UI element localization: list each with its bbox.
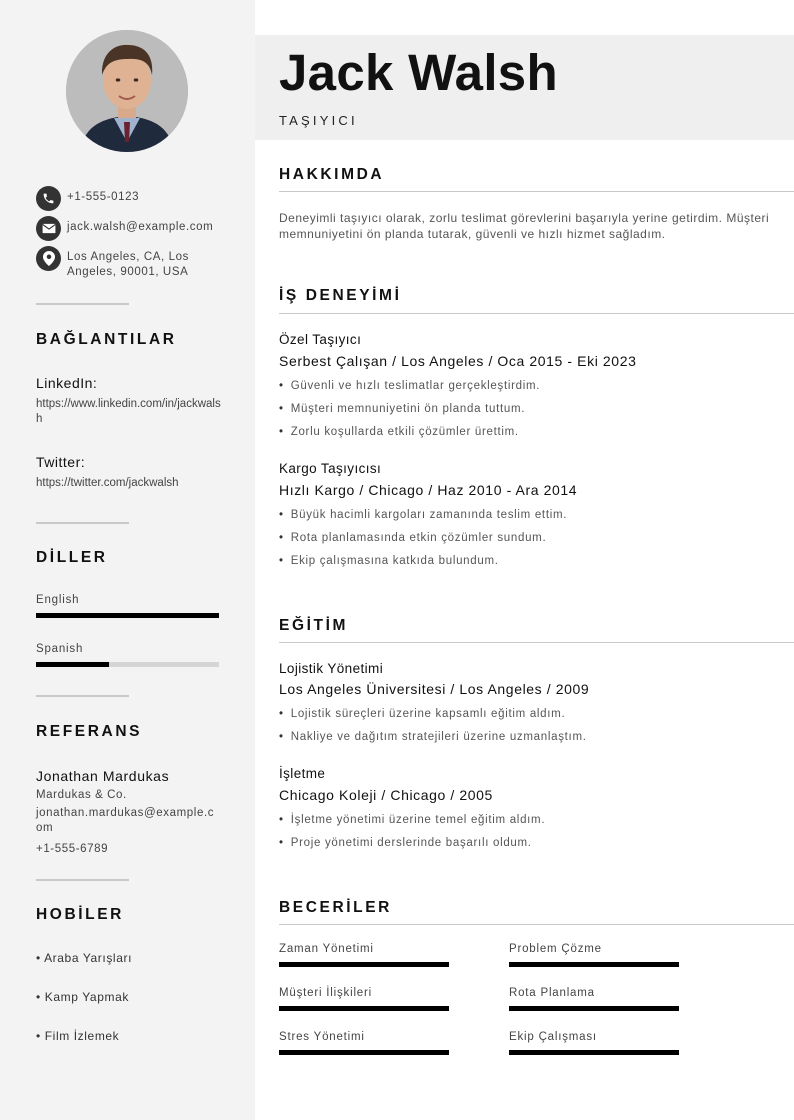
divider [36, 695, 129, 697]
contact-email [36, 216, 217, 241]
reference-name: Jonathan Mardukas [36, 768, 170, 784]
phone-text: +1-555-0123 [67, 191, 140, 203]
languages-heading: DİLLER [36, 549, 108, 566]
email-text: jack.walsh@example.com [67, 221, 214, 233]
address-text: Los Angeles, CA, Los Angeles, 90001, USA [67, 251, 189, 278]
section-rule [279, 191, 794, 192]
experience-bullet: • Rota planlamasında etkin çözümler sundum. [279, 532, 546, 544]
skill-label: Stres Yönetimi [279, 1031, 365, 1043]
sidebar [0, 0, 255, 1120]
section-rule [279, 924, 794, 925]
hobby-label: Film İzlemek [44, 1029, 120, 1043]
skill-bar [279, 1050, 449, 1055]
language-english-bar [36, 613, 219, 618]
about-heading: HAKKIMDA [279, 166, 385, 183]
profile-photo-icon [66, 30, 188, 152]
language-english-label: English [36, 594, 80, 606]
education-role: Lojistik Yönetimi [279, 661, 384, 676]
divider [36, 522, 129, 524]
hobby-item: • Araba Yarışları [36, 951, 133, 965]
experience-bullet: • Büyük hacimli kargoları zamanında teslim ettim. [279, 509, 567, 521]
language-spanish-bar-fill [36, 662, 109, 667]
education-sub: Chicago Koleji / Chicago / 2005 [279, 787, 493, 803]
education-bullet: • Proje yönetimi derslerinde başarılı oldum. [279, 837, 532, 849]
education-heading: EĞİTİM [279, 617, 348, 634]
education-bullet: • Lojistik süreçleri üzerine kapsamlı eğitim aldım. [279, 708, 565, 720]
education-role: İşletme [279, 766, 326, 781]
experience-sub: Serbest Çalışan / Los Angeles / Oca 2015 - Eki 2023 [279, 353, 637, 369]
language-spanish-bar [36, 662, 219, 667]
job-title: TAŞIYICI [279, 113, 358, 128]
hobbies-heading: HOBİLER [36, 906, 124, 923]
phone-icon [36, 186, 61, 211]
experience-bullet: • Müşteri memnuniyetini ön planda tuttum. [279, 403, 525, 415]
location-pin-icon [36, 246, 61, 271]
references-heading: REFERANS [36, 723, 143, 740]
education-bullet: • Nakliye ve dağıtım stratejileri üzerine uzmanlaştım. [279, 731, 587, 743]
experience-bullet: • Ekip çalışmasına katkıda bulundum. [279, 555, 499, 567]
skill-label: Ekip Çalışması [509, 1031, 597, 1043]
hobby-item: • Film İzlemek [36, 1029, 120, 1043]
hobby-label: Kamp Yapmak [44, 990, 129, 1004]
skill-label: Rota Planlama [509, 987, 595, 999]
reference-phone: +1-555-6789 [36, 843, 109, 855]
skill-bar [279, 1006, 449, 1011]
education-bullet: • İşletme yönetimi üzerine temel eğitim aldım. [279, 814, 545, 826]
skill-label: Problem Çözme [509, 943, 602, 955]
education-sub: Los Angeles Üniversitesi / Los Angeles / 2009 [279, 681, 590, 697]
divider [36, 879, 129, 881]
section-rule [279, 313, 794, 314]
mail-icon [36, 216, 61, 241]
twitter-link[interactable]: https://twitter.com/jackwalsh [36, 477, 179, 489]
divider [36, 303, 129, 305]
experience-sub: Hızlı Kargo / Chicago / Haz 2010 - Ara 2014 [279, 482, 578, 498]
reference-email[interactable]: jonathan.mardukas@example.com [36, 807, 215, 834]
reference-company: Mardukas & Co. [36, 789, 127, 801]
person-name: Jack Walsh [279, 44, 558, 101]
skill-label: Zaman Yönetimi [279, 943, 374, 955]
skill-bar [509, 962, 679, 967]
linkedin-link[interactable]: https://www.linkedin.com/in/jackwalsh [36, 398, 221, 425]
contact-phone [36, 186, 217, 211]
linkedin-label: LinkedIn: [36, 375, 98, 391]
experience-heading: İŞ DENEYİMİ [279, 287, 402, 304]
hobby-item: • Kamp Yapmak [36, 990, 129, 1004]
links-heading: BAĞLANTILAR [36, 331, 177, 348]
hobby-label: Araba Yarışları [44, 951, 133, 965]
skill-bar [279, 962, 449, 967]
skill-label: Müşteri İlişkileri [279, 987, 372, 999]
experience-bullet: • Zorlu koşullarda etkili çözümler ürettim. [279, 426, 519, 438]
contact-address [36, 246, 217, 280]
skill-bar [509, 1050, 679, 1055]
skill-bar [509, 1006, 679, 1011]
about-text: Deneyimli taşıyıcı olarak, zorlu teslimat görevlerini başarıyla yerine getirdim. Müşteri memnuniyetini ön planda tutarak, güvenli ve hızlı hizmet sağladım. [279, 211, 770, 241]
skills-heading: BECERİLER [279, 899, 392, 916]
avatar [66, 30, 188, 152]
experience-role: Özel Taşıyıcı [279, 332, 362, 347]
twitter-label: Twitter: [36, 454, 86, 470]
language-spanish-label: Spanish [36, 643, 84, 655]
language-english-bar-fill [36, 613, 219, 618]
experience-role: Kargo Taşıyıcısı [279, 461, 382, 476]
section-rule [279, 642, 794, 643]
experience-bullet: • Güvenli ve hızlı teslimatlar gerçekleştirdim. [279, 380, 540, 392]
